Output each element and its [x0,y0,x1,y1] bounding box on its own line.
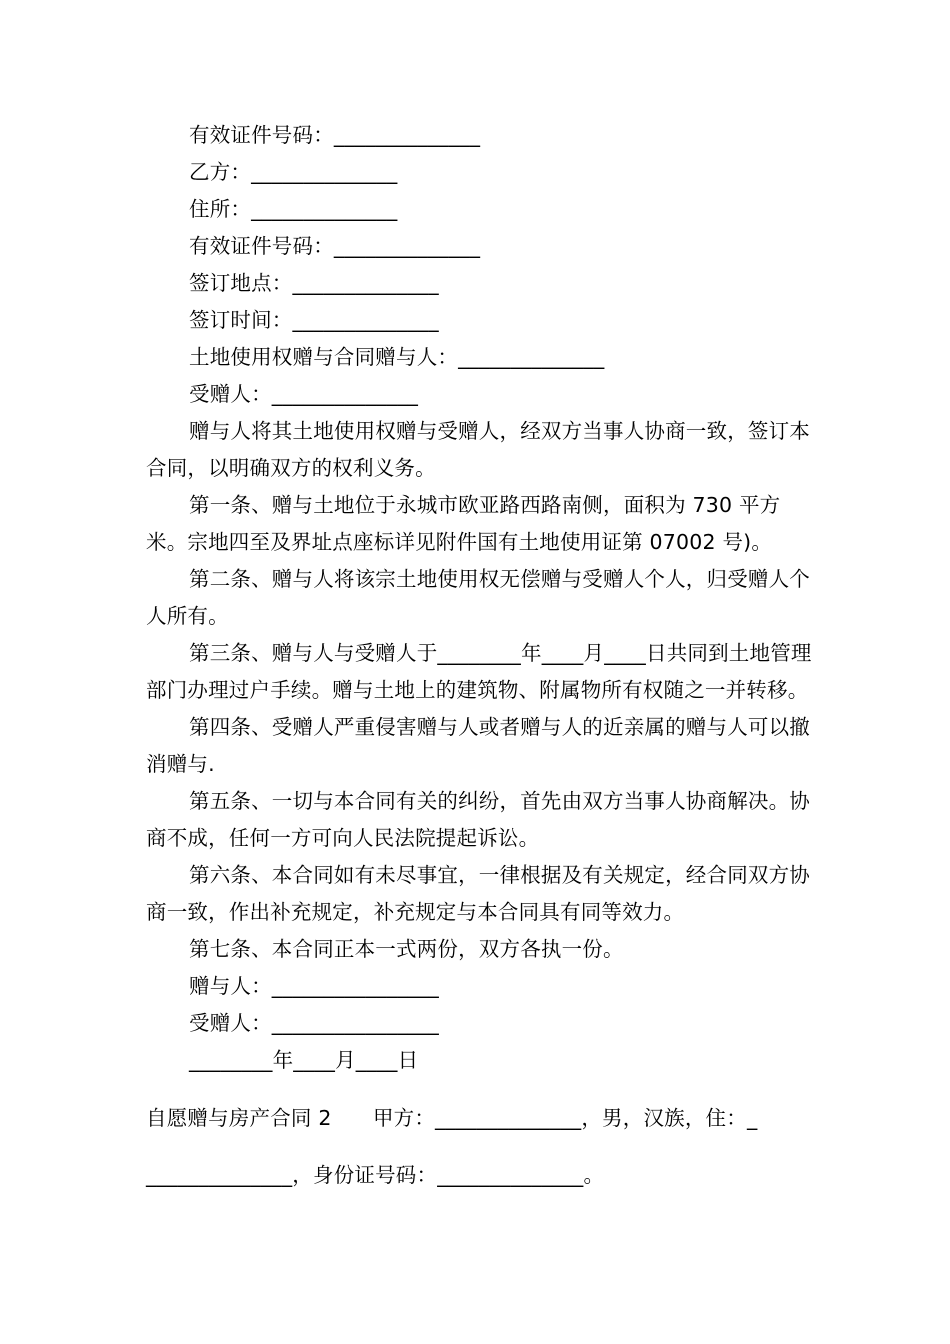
signature-donee: 受赠人：________________ [189,1011,439,1035]
address-line: 住所：______________ [189,197,398,221]
donee-line: 受赠人：______________ [189,382,419,406]
signature-donor: 赠与人：________________ [189,974,439,998]
article-7: 第七条、本合同正本一式两份，双方各执一份。 [189,937,624,961]
next-contract-line-1: 自愿赠与房产合同 2 甲方：______________，男，汉族，住：_ [146,1105,758,1130]
article-6: 第六条、本合同如有未尽事宜，一律根据及有关规定，经合同双方协商一致，作出补充规定，补充规定与本合同具有同等效力。 [146,863,810,924]
signature-date: ________年____月____日 [189,1048,419,1072]
signing-place-line: 签订地点：______________ [189,271,439,295]
document-body [146,117,814,1215]
signing-time-line: 签订时间：______________ [189,308,439,332]
id-number-line-2: 有效证件号码：______________ [189,234,481,258]
donor-line: 土地使用权赠与合同赠与人：______________ [189,345,605,369]
intro-paragraph: 赠与人将其土地使用权赠与受赠人，经双方当事人协商一致，签订本合同，以明确双方的权利义务。 [146,419,810,480]
article-4: 第四条、受赠人严重侵害赠与人或者赠与人的近亲属的赠与人可以撤消赠与. [146,715,810,776]
article-3: 第三条、赠与人与受赠人于________年____月____日共同到土地管理部门办理过户手续。赠与土地上的建筑物、附属物所有权随之一并转移。 [146,641,812,702]
article-5: 第五条、一切与本合同有关的纠纷，首先由双方当事人协商解决。协商不成，任何一方可向人民法院提起诉讼。 [146,789,810,850]
next-contract-line-2: ______________，身份证号码：______________。 [146,1163,605,1187]
article-2: 第二条、赠与人将该宗土地使用权无偿赠与受赠人个人，归受赠人个人所有。 [146,567,810,628]
id-number-line-1: 有效证件号码：______________ [189,123,481,147]
article-1: 第一条、赠与土地位于永城市欧亚路西路南侧，面积为 730 平方米。宗地四至及界址点座标详见附件国有土地使用证第 07002 号)。 [146,493,781,554]
party-b-line: 乙方：______________ [189,160,398,184]
